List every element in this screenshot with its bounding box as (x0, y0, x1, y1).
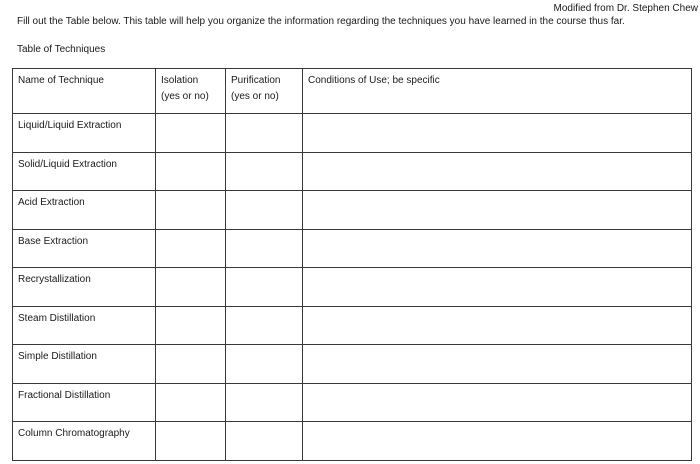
header-purification-line2: (yes or no) (231, 91, 279, 102)
table-title: Table of Techniques (17, 44, 106, 55)
header-isolation (156, 69, 226, 114)
conditions-cell[interactable] (303, 345, 692, 384)
attribution-note: Modified from Dr. Stephen Chew (553, 3, 698, 14)
table-header-row (13, 69, 692, 114)
technique-name-cell: Base Extraction (13, 229, 156, 268)
conditions-cell[interactable] (303, 114, 692, 153)
purification-cell[interactable] (226, 114, 303, 153)
technique-name-cell: Column Chromatography (13, 422, 156, 461)
table-row (13, 229, 692, 268)
table-row (13, 268, 692, 307)
purification-cell[interactable] (226, 152, 303, 191)
header-conditions-of-use (303, 69, 692, 114)
table-row (13, 422, 692, 461)
conditions-cell[interactable] (303, 229, 692, 268)
isolation-cell[interactable] (156, 114, 226, 153)
conditions-cell[interactable] (303, 268, 692, 307)
isolation-cell[interactable] (156, 345, 226, 384)
purification-cell[interactable] (226, 422, 303, 461)
table-row (13, 191, 692, 230)
conditions-cell[interactable] (303, 191, 692, 230)
isolation-cell[interactable] (156, 191, 226, 230)
header-purification-line1: Purification (231, 75, 281, 86)
header-isolation-line2: (yes or no) (161, 91, 209, 102)
conditions-cell[interactable] (303, 306, 692, 345)
purification-cell[interactable] (226, 229, 303, 268)
table-row (13, 152, 692, 191)
technique-name-cell: Solid/Liquid Extraction (13, 152, 156, 191)
purification-cell[interactable] (226, 306, 303, 345)
table-row (13, 306, 692, 345)
isolation-cell[interactable] (156, 152, 226, 191)
table-row (13, 345, 692, 384)
purification-cell[interactable] (226, 268, 303, 307)
purification-cell[interactable] (226, 345, 303, 384)
conditions-cell[interactable] (303, 422, 692, 461)
conditions-cell[interactable] (303, 383, 692, 422)
header-isolation-line1: Isolation (161, 75, 199, 86)
technique-name-cell: Acid Extraction (13, 191, 156, 230)
technique-name-cell: Liquid/Liquid Extraction (13, 114, 156, 153)
header-name-line1: Name of Technique (18, 75, 104, 86)
technique-name-cell: Recrystallization (13, 268, 156, 307)
table-row (13, 383, 692, 422)
header-name-of-technique (13, 69, 156, 114)
isolation-cell[interactable] (156, 383, 226, 422)
techniques-table (12, 68, 692, 461)
isolation-cell[interactable] (156, 229, 226, 268)
isolation-cell[interactable] (156, 268, 226, 307)
header-conditions-line1: Conditions of Use; be specific (308, 75, 440, 86)
technique-name-cell: Fractional Distillation (13, 383, 156, 422)
isolation-cell[interactable] (156, 306, 226, 345)
technique-name-cell: Simple Distillation (13, 345, 156, 384)
header-purification (226, 69, 303, 114)
isolation-cell[interactable] (156, 422, 226, 461)
purification-cell[interactable] (226, 191, 303, 230)
table-row (13, 114, 692, 153)
technique-name-cell: Steam Distillation (13, 306, 156, 345)
instructions-text: Fill out the Table below. This table will help you organize the information regarding the techniques you have learned in the course thus far. (17, 16, 625, 27)
purification-cell[interactable] (226, 383, 303, 422)
conditions-cell[interactable] (303, 152, 692, 191)
